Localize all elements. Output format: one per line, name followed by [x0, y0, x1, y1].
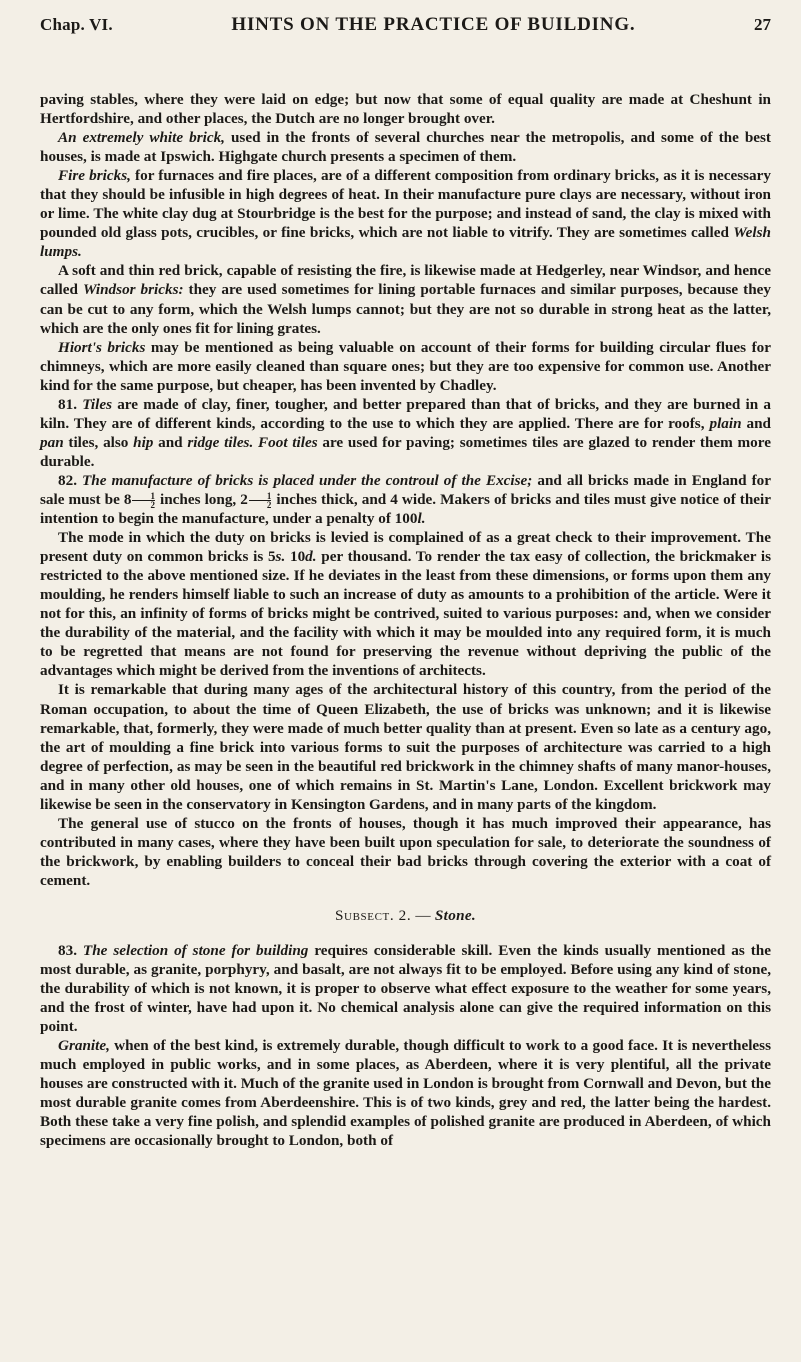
page-body [40, 90, 771, 1151]
paragraph-granite: Granite, when of the best kind, is extremely durable, though difficult to work to a good face. It is nevertheless much employed in public works, and in some places, as Aberdeen, where it is very plentiful, all the private houses are constructed with it. Much of the granite used in London is brought from Cornwall and Devon, but the most durable granite comes from Aberdeenshire. This is of two kinds, grey and red, the latter being the hardest. Both these take a very fine polish, and splendid examples of polished granite are produced in Aberdeen, of which specimens are occasionally brought to London, both of [40, 1037, 771, 1150]
paragraph-82-excise: 82. The manufacture of bricks is placed under the controul of the Excise; and all bricks made in England for sale must be 8 $\frac{1}{2}$ inches long, 2 $\frac{1}{2}$ inches thick, and 4 wide. Makers of bricks and tiles must give notice of their intention to begin the manufacture, under a penalty of 100l. [40, 471, 772, 528]
running-header [40, 14, 771, 54]
running-title: HINTS ON THE PRACTICE OF BUILDING. [231, 14, 636, 35]
paragraph-83-stone: 83. The selection of stone for building requires considerable skill. Even the kinds usually mentioned as the most durable, as granite, porphyry, and basalt, are not always fit to be employed. Before using any kind of stone, the durability of which is not known, it is proper to observe what effect exposure to the weather for some years, and the frost of winter, have had upon it. No chemical analysis alone can give the required information on this point. [40, 942, 771, 1036]
paragraph-fire-bricks: Fire bricks, for furnaces and fire places, are of a different composition from ordinary bricks, as it is necessary that they should be infusible in high degrees of heat. In their manufacture pure clays are necessary, without iron or lime. The white clay dug at Stourbridge is the best for the purpose; and instead of sand, the clay is mixed with pounded old glass pots, crucibles, or fine bricks, which are not liable to vitrify. They are sometimes called Welsh lumps. [40, 167, 771, 261]
page-number: 27 [754, 15, 771, 34]
chapter-label: Chap. VI. [40, 15, 113, 34]
fraction-half: $\frac{1}{2}$ [249, 492, 272, 509]
paragraph-hiorts-bricks: Hiort's bricks may be mentioned as being valuable on account of their forms for building circular flues for chimneys, which are more easily cleaned than square ones; but they are too expensive for common use. Another kind for the same purpose, but cheaper, has been invented by Chadley. [40, 338, 771, 394]
paragraph-81-tiles: 81. Tiles are made of clay, finer, tougher, and better prepared than that of bricks, and they are burned in a kiln. They are of different kinds, according to the use to which they are applied. There are for roofs, plain and pan tiles, also hip and ridge tiles. Foot tiles are used for paving; sometimes tiles are glazed to render them more durable. [40, 395, 771, 470]
paragraph-white-brick: An extremely white brick, used in the fronts of several churches near the metropolis, and some of the best houses, is made at Ipswich. Highgate church presents a specimen of them. [40, 129, 771, 166]
paragraph-stables: paving stables, where they were laid on edge; but now that some of equal quality are made at Cheshunt in Hertfordshire, and other places, the Dutch are no longer brought over. [40, 91, 771, 128]
paragraph-brick-duty: The mode in which the duty on bricks is levied is complained of as a great check to their improvement. The present duty on common bricks is 5s. 10d. per thousand. To render the tax easy of collection, the brickmaker is restricted to the above mentioned size. If he deviates in the least from these dimensions, or forms upon them any moulding, he renders himself liable to such an increase of duty as amounts to a prohibition of the article. Were it not for this, an infinity of forms of bricks might be contrived, suited to various purposes: and, when we consider the durability of the material, and the facility with which it may be moulded into any required form, it is much to be regretted that means are not found for preserving the revenue without depriving the public of the advantages which might be derived from the inventions of architects. [40, 529, 772, 680]
paragraph-windsor-bricks: A soft and thin red brick, capable of resisting the fire, is likewise made at Hedgerley, near Windsor, and hence called Windsor bricks: they are used sometimes for lining portable furnaces and similar purposes, because they can be cut to any form, which the Welsh lumps cannot; but they are not so durable in strong heat as the latter, which are the only ones fit for lining grates. [40, 262, 771, 337]
paragraph-stucco: The general use of stucco on the fronts of houses, though it has much improved their appearance, has contributed in many cases, where they have been built upon speculation for sale, to deteriorate the soundness of the brickwork, by enabling builders to conceal their bad bricks through covering the exterior with a coat of cement. [40, 814, 771, 889]
paragraph-history: It is remarkable that during many ages of the architectural history of this country, from the period of the Roman occupation, to about the time of Queen Elizabeth, the use of bricks was unknown; and it is likewise remarkable, that, formerly, they were made of much better quality than at present. Even so late as a century ago, the art of moulding a fine brick into various forms to suit the purposes of architecture was carried to a high degree of perfection, as may be seen in the beautiful red brickwork in the chimney shafts of many manor-houses, and in many other old houses, one of which remains in St. Martin's Lane, London. Excellent brickwork may likewise be seen in the conservatory in Kensington Gardens, and in many parts of the kingdom. [40, 681, 771, 813]
subsection-heading: Subsect. 2. — Stone. [335, 906, 476, 924]
fraction-half: $\frac{1}{2}$ [132, 492, 155, 509]
